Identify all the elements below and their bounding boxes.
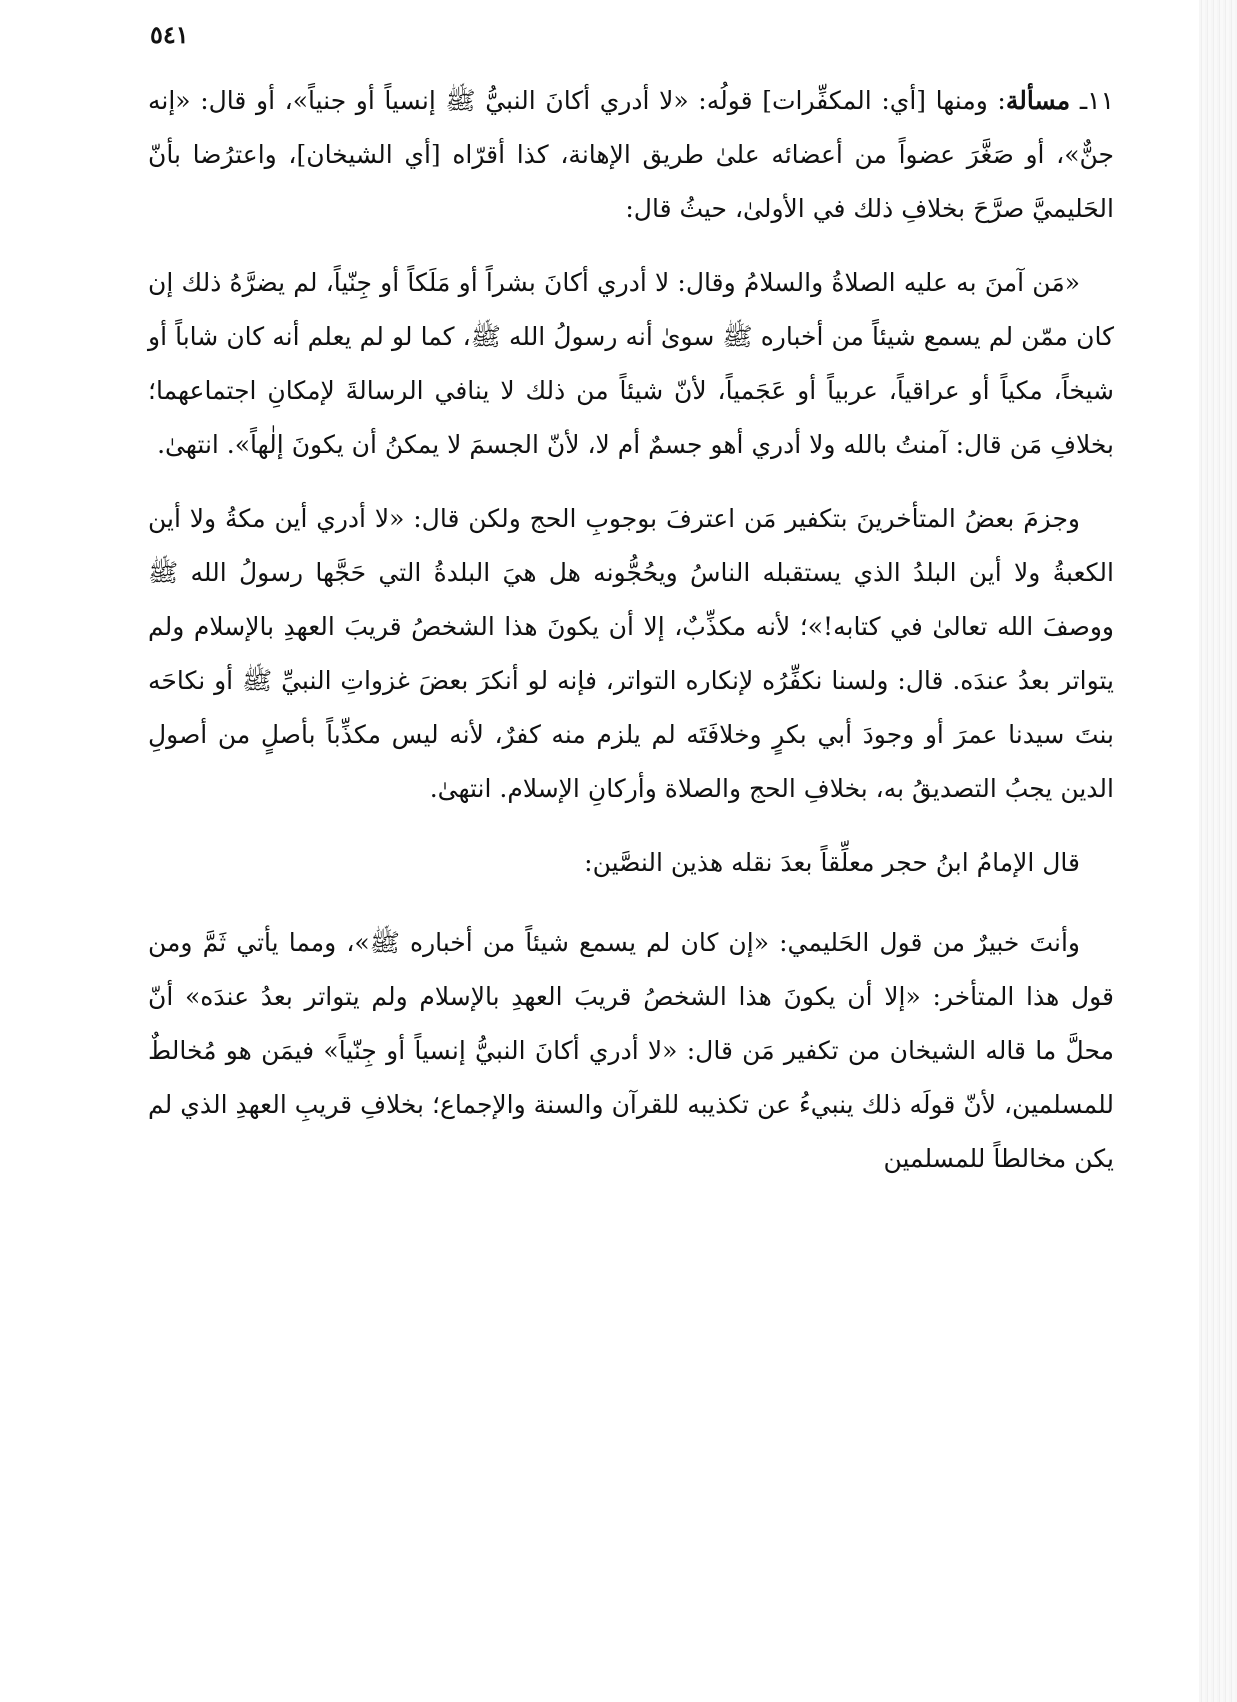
paragraph-later-scholars: وجزمَ بعضُ المتأخرينَ بتكفير مَن اعترفَ بوجوبِ الحج ولكن قال: «لا أدري أين مكةُ ولا أين الكعبةُ ولا أين البلدُ الذي يستقبله الناسُ ويحُجُّونه هل هيَ البلدةُ التي حَجَّها رسولُ الله ﷺ ووصفَ الله تعالىٰ في كتابه!»؛ لأنه مكذِّبٌ، إلا أن يكونَ هذا الشخصُ قريبَ العهدِ بالإسلام ولم يتواتر بعدُ عندَه. قال: ولسنا نكفِّرُه لإنكاره التواتر، فإنه لو أنكرَ بعضَ غزواتِ النبيِّ ﷺ أو نكاحَه بنتَ سيدنا عمرَ أو وجودَ أبي بكرٍ وخلافَتَه لم يلزم منه كفرٌ، لأنه ليس مكذِّباً بأصلٍ من أصولِ الدين يجبُ التصديقُ به، بخلافِ الحج والصلاة وأركانِ الإسلام. انتهىٰ. xyxy=(148,504,1114,803)
issue-title: مسألة xyxy=(1005,86,1071,115)
body-text xyxy=(148,74,1114,1206)
page-binding-edge xyxy=(1199,0,1237,1702)
page-number: ٥٤١ xyxy=(150,20,189,49)
paragraph-text: : ومنها [أي: المكفِّرات] قولُه: «لا أدري أكانَ النبيُّ ﷺ إنسياً أو جنياً»، أو قال: «إنه جنٌّ»، أو صَغَّرَ عضواً من أعضائه علىٰ طريق الإهانة، كذا أقرّاه [أي الشيخان]، واعترُضا بأنّ الحَليميَّ صرَّحَ بخلافِ ذلك في الأولىٰ، حيثُ قال: xyxy=(148,86,1114,223)
paragraph-halimi-quote: «مَن آمنَ به عليه الصلاةُ والسلامُ وقال: لا أدري أكانَ بشراً أو مَلَكاً أو جِنّياً، لم يضرَّهُ ذلك إن كان ممّن لم يسمع شيئاً من أخباره ﷺ سوىٰ أنه رسولُ الله ﷺ، كما لو لم يعلم أنه كان شاباً أو شيخاً، مكياً أو عراقياً، عربياً أو عَجَمياً، لأنّ شيئاً من ذلك لا ينافي الرسالةَ لإمكانِ اجتماعهما؛ بخلافِ مَن قال: آمنتُ بالله ولا أدري أهو جسمٌ أم لا، لأنّ الجسمَ لا يمكنُ أن يكونَ إلٰهاً». انتهىٰ. xyxy=(148,268,1114,459)
issue-number: ١١ـ xyxy=(1079,86,1114,115)
paragraph-ibn-hajar-intro: قال الإمامُ ابنُ حجر معلِّقاً بعدَ نقله هذين النصَّين: xyxy=(584,848,1080,877)
paragraph-ibn-hajar-comment: وأنتَ خبيرٌ من قول الحَليمي: «إن كان لم يسمع شيئاً من أخباره ﷺ»، ومما يأتي ثَمَّ ومن قول هذا المتأخر: «إلا أن يكونَ هذا الشخصُ قريبَ العهدِ بالإسلام ولم يتواتر بعدُ عندَه» أنّ محلَّ ما قاله الشيخان من تكفير مَن قال: «لا أدري أكانَ النبيُّ إنسياً أو جِنّياً» فيمَن هو مُخالطٌ للمسلمين، لأنّ قولَه ذلك ينبيءُ عن تكذيبه للقرآن والسنة والإجماع؛ بخلافِ قريبِ العهدِ الذي لم يكن مخالطاً للمسلمين xyxy=(148,928,1114,1173)
paragraph-issue-11 xyxy=(148,74,1114,236)
